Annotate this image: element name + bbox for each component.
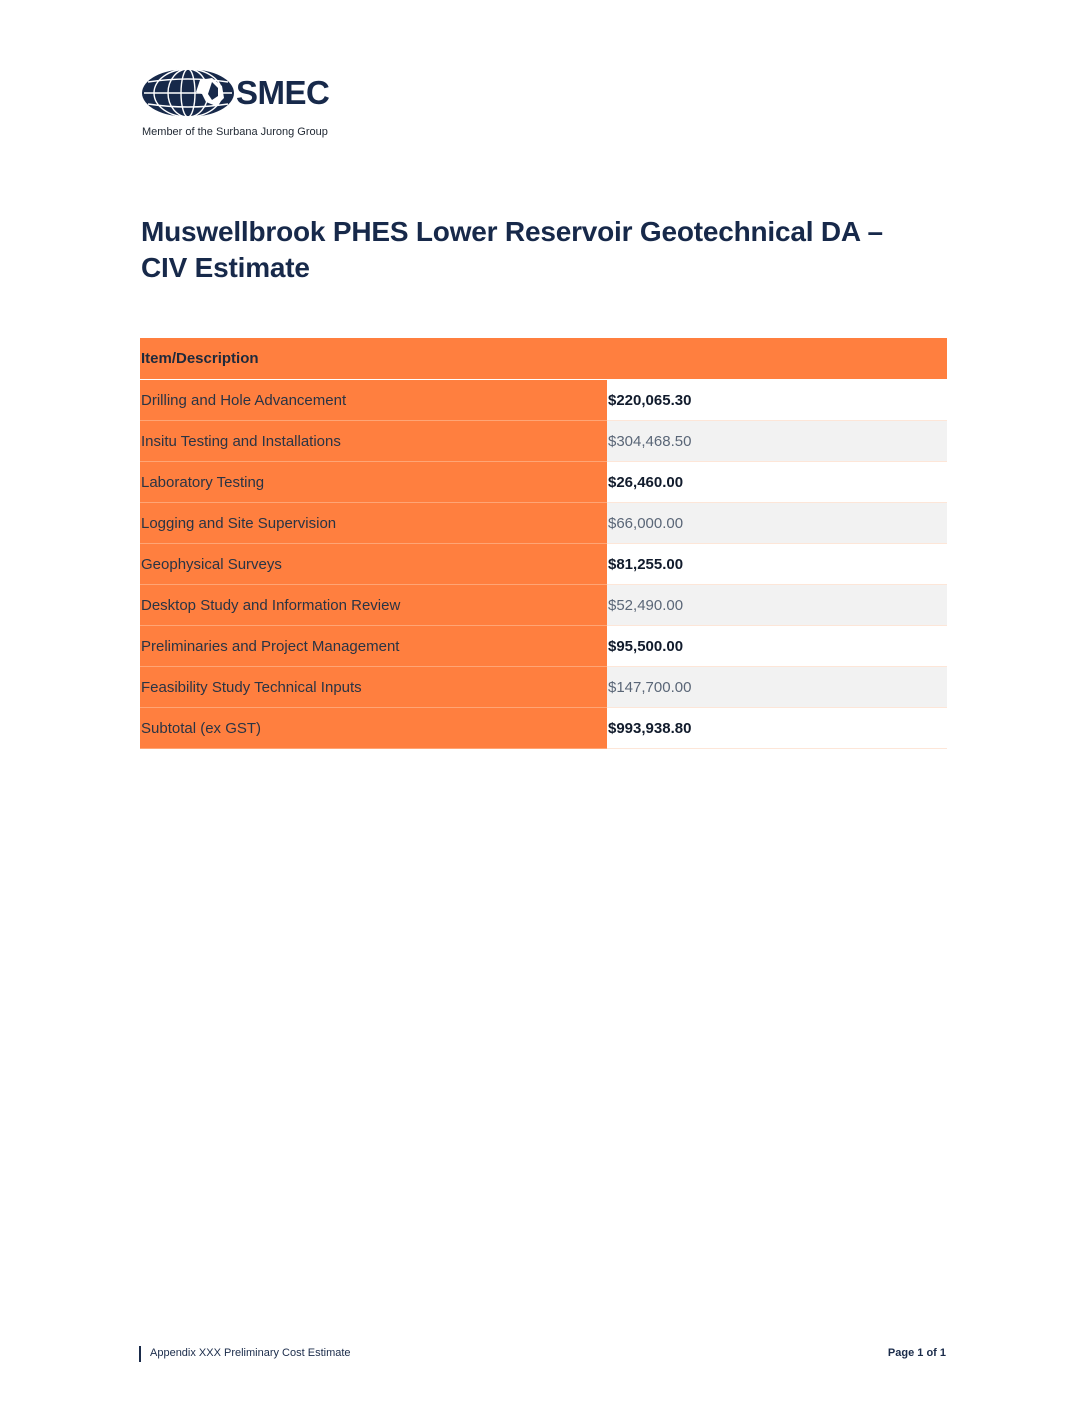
table-row <box>140 380 947 421</box>
table-row <box>140 667 947 708</box>
table-row <box>140 544 947 585</box>
row-amount: $220,065.30 <box>607 380 947 421</box>
cost-estimate-table <box>140 338 947 749</box>
column-header-item-description: Item/Description <box>140 338 947 380</box>
globe-logo-icon <box>142 68 236 118</box>
row-description: Feasibility Study Technical Inputs <box>140 667 607 708</box>
subtotal-row <box>140 708 947 749</box>
table-header-row <box>140 338 947 380</box>
logo-wordmark: SMEC <box>236 74 330 111</box>
title-line-1: Muswellbrook PHES Lower Reservoir Geotechnical DA – <box>141 216 883 247</box>
table-row <box>140 421 947 462</box>
footer-document-name: Appendix XXX Preliminary Cost Estimate <box>150 1347 351 1359</box>
row-description: Preliminaries and Project Management <box>140 626 607 667</box>
footer-page-number: Page 1 of 1 <box>887 1347 946 1359</box>
row-amount: $81,255.00 <box>607 544 947 585</box>
row-description: Drilling and Hole Advancement <box>140 380 607 421</box>
row-amount: $147,700.00 <box>607 667 947 708</box>
row-amount: $52,490.00 <box>607 585 947 626</box>
row-description: Desktop Study and Information Review <box>140 585 607 626</box>
row-description: Laboratory Testing <box>140 462 607 503</box>
title-line-2: CIV Estimate <box>141 252 310 283</box>
table-row <box>140 503 947 544</box>
document-title <box>141 214 961 286</box>
row-amount: $66,000.00 <box>607 503 947 544</box>
table-row <box>140 585 947 626</box>
company-logo <box>142 68 342 144</box>
row-description: Logging and Site Supervision <box>140 503 607 544</box>
row-description: Insitu Testing and Installations <box>140 421 607 462</box>
subtotal-amount: $993,938.80 <box>607 708 947 749</box>
row-amount: $304,468.50 <box>607 421 947 462</box>
logo-tagline: Member of the Surbana Jurong Group <box>142 126 328 138</box>
subtotal-label: Subtotal (ex GST) <box>140 708 607 749</box>
row-amount: $95,500.00 <box>607 626 947 667</box>
footer-divider <box>139 1346 141 1362</box>
row-amount: $26,460.00 <box>607 462 947 503</box>
row-description: Geophysical Surveys <box>140 544 607 585</box>
table-row <box>140 462 947 503</box>
table-row <box>140 626 947 667</box>
